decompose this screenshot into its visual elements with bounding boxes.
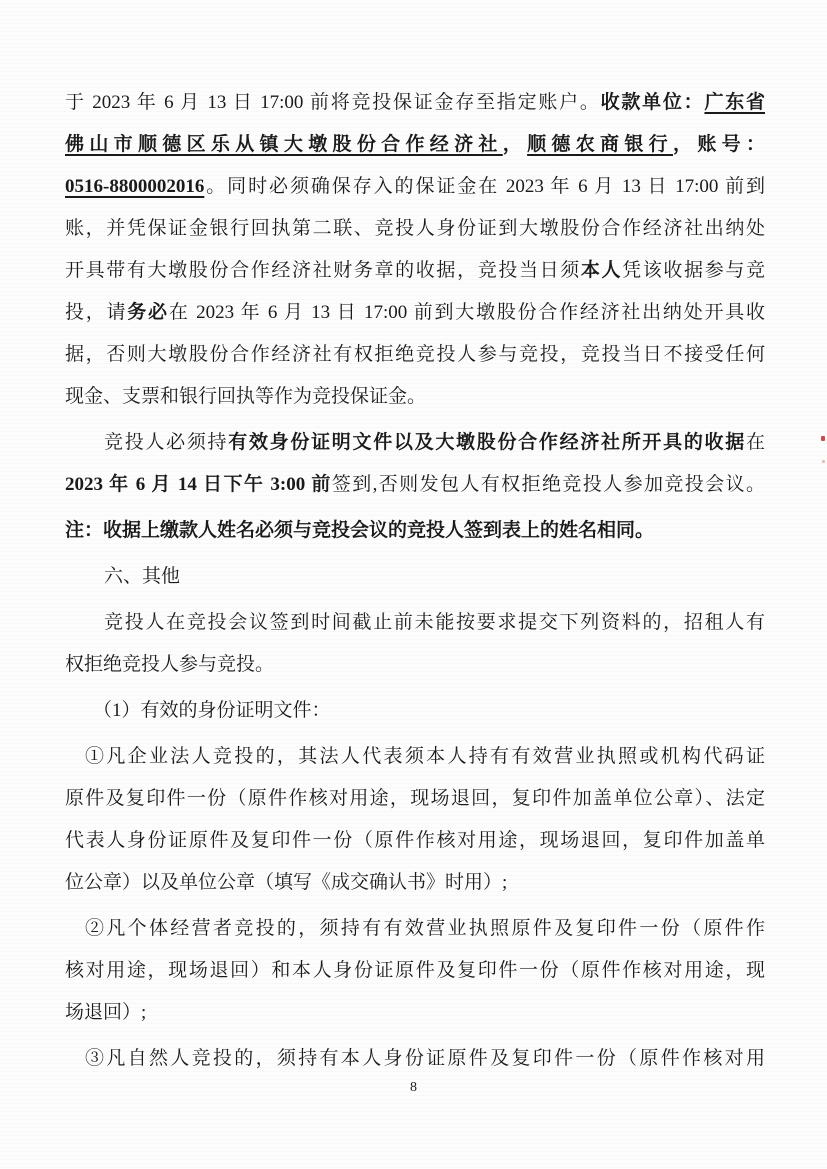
- text-line: [65, 166, 765, 208]
- text-segment: 原件及复印件一份（原件作核对用途，现场退回，复印件加盖单位公章）、法定: [65, 788, 765, 809]
- text-segment: 在: [745, 432, 765, 453]
- text-segment: 凭该收据参与竞: [622, 260, 765, 281]
- text-segment: 。同时必须确保存入的保证金在 2023 年 6 月 13 日 17:00 前到: [204, 176, 765, 197]
- text-line: [65, 644, 765, 686]
- text-line: [65, 124, 765, 166]
- text-segment: 广东省: [704, 92, 765, 113]
- text-segment: 0516-8800002016: [65, 176, 205, 197]
- text-segment: 竞投人必须持: [104, 432, 229, 453]
- text-line: [65, 556, 765, 598]
- text-line: [65, 292, 765, 334]
- text-segment: 2023 年 6 月 14 日下午 3:00 前: [65, 474, 332, 495]
- text-segment: 本人: [580, 260, 623, 281]
- scan-artifact-mark: [821, 436, 825, 441]
- text-segment: 注：收据上缴款人姓名必须与竞投会议的竞投人签到表上的姓名相同。: [65, 520, 655, 541]
- text-segment: 六、其他: [104, 566, 181, 587]
- text-segment: 收款单位：: [600, 92, 705, 113]
- text-segment: ，账号：: [673, 134, 765, 155]
- document-body: [65, 82, 765, 1080]
- text-segment: 权拒绝竞投人参与竞投。: [65, 654, 275, 675]
- text-line: [65, 690, 765, 732]
- page-number: 8: [410, 1080, 417, 1095]
- text-line: [65, 464, 765, 506]
- text-segment: 竞投人在竞投会议签到时间截止前未能按要求提交下列资料的，招租人有: [104, 612, 765, 633]
- text-line: [65, 820, 765, 862]
- text-line: [65, 602, 765, 644]
- text-line: [65, 736, 765, 778]
- text-segment: ①凡企业法人竞投的，其法人代表须本人持有有效营业执照或机构代码证: [85, 746, 765, 767]
- text-line: [65, 862, 765, 904]
- text-line: [65, 250, 765, 292]
- text-segment: 签到,否则发包人有权拒绝竞投人参加竞投会议。: [331, 474, 765, 495]
- text-line: [65, 1038, 765, 1080]
- text-segment: 在 2023 年 6 月 13 日 17:00 前到大墩股份合作经济社出纳处开具收: [168, 302, 765, 323]
- text-line: [65, 908, 765, 950]
- text-segment: 位公章）以及单位公章（填写《成交确认书》时用）;: [65, 872, 508, 893]
- text-segment: 账，并凭保证金银行回执第二联、竞投人身份证到大墩股份合作经济社出纳处: [65, 218, 765, 239]
- text-line: [65, 376, 765, 418]
- text-segment: 据，否则大墩股份合作经济社有权拒绝竞投人参与竞投，竞投当日不接受任何: [65, 344, 765, 365]
- text-segment: 代表人身份证原件及复印件一份（原件作核对用途，现场退回，复印件加盖单: [65, 830, 765, 851]
- text-segment: 开具带有大墩股份合作经济社财务章的收据，竞投当日须: [65, 260, 581, 281]
- text-line: [65, 422, 765, 464]
- text-segment: ②凡个体经营者竞投的，须持有有效营业执照原件及复印件一份（原件作: [85, 918, 765, 939]
- scan-artifact-mark: [822, 460, 825, 463]
- text-segment: 佛山市顺德区乐从镇大墩股份合作经济社: [65, 134, 503, 155]
- text-segment: 有效身份证明文件以及大墩股份合作经济社所开具的收据: [228, 432, 746, 453]
- text-line: [65, 950, 765, 992]
- text-segment: 于 2023 年 6 月 13 日 17:00 前将竞投保证金存至指定账户。: [65, 92, 601, 113]
- text-segment: 现金、支票和银行回执等作为竞投保证金。: [65, 386, 427, 407]
- text-segment: ③凡自然人竞投的，须持有本人身份证原件及复印件一份（原件作核对用: [85, 1048, 765, 1069]
- text-line: [65, 992, 765, 1034]
- text-line: [65, 208, 765, 250]
- text-line: [65, 334, 765, 376]
- text-segment: （1）有效的身份证明文件：: [93, 700, 331, 721]
- text-line: [65, 510, 765, 552]
- text-segment: 场退回）;: [65, 1002, 147, 1023]
- text-segment: 投，请: [65, 302, 128, 323]
- text-segment: 顺德农商银行: [527, 134, 673, 155]
- text-segment: ，: [502, 134, 528, 155]
- text-line: [65, 82, 765, 124]
- text-segment: 核对用途，现场退回）和本人身份证原件及复印件一份（原件作核对用途，现: [65, 960, 765, 981]
- text-line: [65, 778, 765, 820]
- text-segment: 务必: [127, 302, 169, 323]
